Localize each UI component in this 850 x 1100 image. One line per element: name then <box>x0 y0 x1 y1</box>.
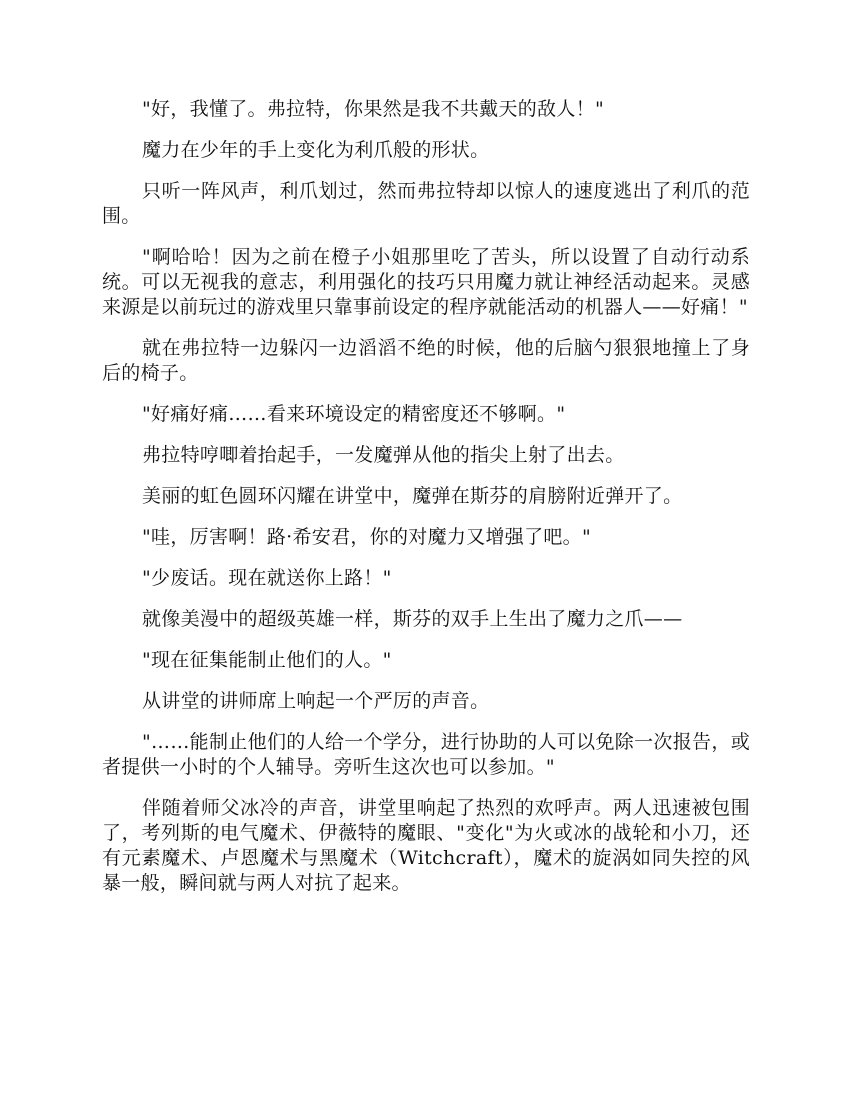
document-page <box>102 97 750 912</box>
paragraph: 只听一阵风声，利爪划过，然而弗拉特却以惊人的速度逃出了利爪的范围。 <box>102 180 750 227</box>
paragraph: "……能制止他们的人给一个学分，进行协助的人可以免除一次报告，或者提供一小时的个人辅导。旁听生这次也可以参加。" <box>102 731 750 778</box>
paragraph: 从讲堂的讲师席上响起一个严厉的声音。 <box>142 690 490 712</box>
paragraph: "好，我懂了。弗拉特，你果然是我不共戴天的敌人！" <box>142 98 604 120</box>
paragraph: "少废话。现在就送你上路！" <box>142 567 392 589</box>
paragraph: 美丽的虹色圆环闪耀在讲堂中，魔弹在斯芬的肩膀附近弹开了。 <box>142 485 683 507</box>
paragraph: 弗拉特哼唧着抬起手，一发魔弹从他的指尖上射了出去。 <box>142 444 625 466</box>
paragraph: 魔力在少年的手上变化为利爪般的形状。 <box>142 139 490 161</box>
paragraph: 就像美漫中的超级英雄一样，斯芬的双手上生出了魔力之爪—— <box>142 608 683 630</box>
paragraph: 伴随着师父冰冷的声音，讲堂里响起了热烈的欢呼声。两人迅速被包围了，考列斯的电气魔术、伊薇特的魔眼、"变化"为火或冰的战轮和小刀，还有元素魔术、卢恩魔术与黑魔术（Witchcraft），魔术的旋涡如同失控的风暴一般，瞬间就与两人对抗了起来。 <box>102 797 750 894</box>
paragraph: "哇，厉害啊！路·希安君，你的对魔力又增强了吧。" <box>142 526 592 548</box>
paragraph: "好痛好痛……看来环境设定的精密度还不够啊。" <box>142 403 566 425</box>
paragraph: 就在弗拉特一边躲闪一边滔滔不绝的时候，他的后脑勺狠狠地撞上了身后的椅子。 <box>102 337 750 384</box>
paragraph: "啊哈哈！因为之前在橙子小姐那里吃了苦头，所以设置了自动行动系统。可以无视我的意志，利用强化的技巧只用魔力就让神经活动起来。灵感来源是以前玩过的游戏里只靠事前设定的程序就能活动的机器人——好痛！" <box>102 246 750 318</box>
paragraph: "现在征集能制止他们的人。" <box>142 649 392 671</box>
